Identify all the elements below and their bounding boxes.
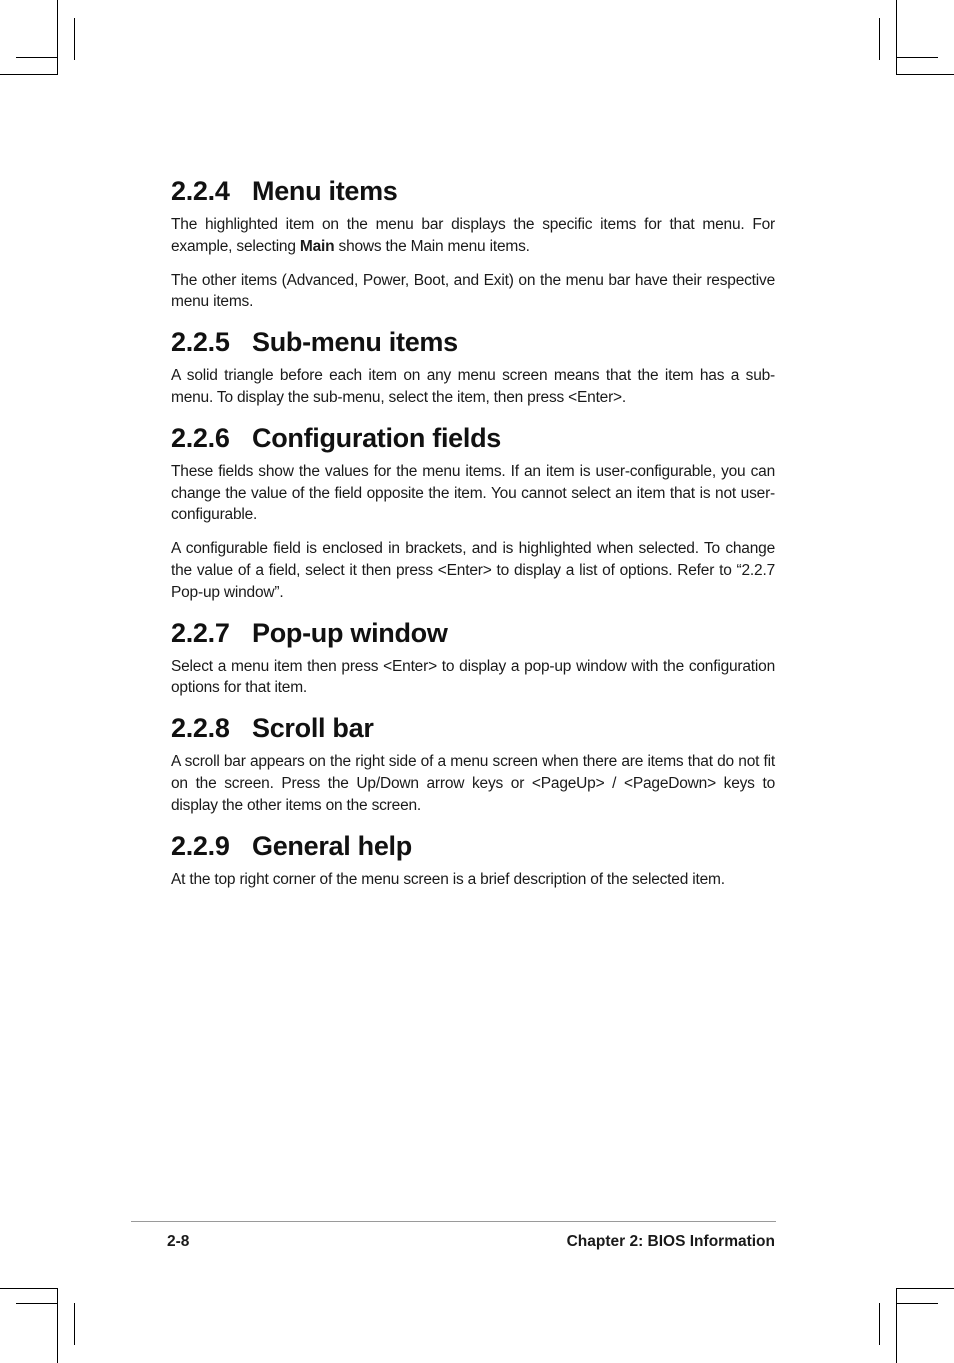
paragraph-text: The highlighted item on the menu bar displays the specific items for that menu. For example, selecting — [171, 216, 775, 255]
section-general-help — [171, 827, 775, 891]
crop-mark — [879, 18, 880, 60]
bold-term: Main — [299, 237, 335, 255]
crop-mark — [57, 1288, 58, 1363]
crop-mark — [896, 0, 897, 74]
paragraph: At the top right corner of the menu screen is a brief description of the selected item. — [171, 870, 725, 888]
section-title: Menu items — [252, 176, 398, 206]
section-heading — [171, 614, 775, 652]
paragraph: A configurable field is enclosed in brackets, and is highlighted when selected. To change the value of a field, select it then press <Enter> to display a list of options. Refer to “2.2.7 Pop-up window”. — [171, 540, 775, 601]
section-heading — [171, 419, 775, 457]
crop-mark — [896, 1303, 938, 1304]
footer-divider — [131, 1221, 776, 1222]
section-title: Pop-up window — [252, 617, 448, 648]
paragraph-text: shows the Main menu items. — [334, 237, 530, 255]
section-heading — [171, 323, 775, 361]
crop-mark — [57, 0, 58, 74]
section-scroll-bar — [171, 709, 775, 816]
section-title: Configuration fields — [252, 422, 501, 453]
section-number: 2.2.9 — [171, 830, 230, 861]
page-content — [171, 172, 775, 900]
crop-mark — [16, 1303, 58, 1304]
section-title: General help — [252, 830, 412, 861]
section-number: 2.2.6 — [171, 422, 230, 453]
section-heading — [171, 827, 775, 865]
crop-mark — [896, 1288, 954, 1289]
paragraph — [171, 214, 775, 258]
crop-mark — [896, 57, 938, 58]
section-number: 2.2.5 — [171, 327, 230, 358]
section-number: 2.2.8 — [171, 713, 230, 744]
section-sub-menu-items — [171, 323, 775, 409]
crop-mark — [896, 74, 954, 75]
crop-mark — [0, 74, 58, 75]
section-configuration-fields — [171, 419, 775, 604]
paragraph: A solid triangle before each item on any menu screen means that the item has a sub-menu. To display the sub-menu, select the item, then press <Enter>. — [171, 367, 775, 406]
section-number: 2.2.4 — [171, 176, 230, 206]
page-number: 2-8 — [167, 1233, 190, 1250]
paragraph: Select a menu item then press <Enter> to display a pop-up window with the configuration options for that item. — [171, 657, 775, 697]
paragraph: The other items (Advanced, Power, Boot, and Exit) on the menu bar have their respective menu items. — [171, 271, 775, 311]
section-pop-up-window — [171, 614, 775, 700]
paragraph: A scroll bar appears on the right side of a menu screen when there are items that do not fit on the screen. Press the Up/Down arrow keys or <PageUp> / <PageDown> keys to display the other items on the screen. — [171, 753, 775, 814]
section-menu-items — [171, 172, 775, 313]
crop-mark — [16, 57, 58, 58]
crop-mark — [0, 1288, 58, 1289]
crop-mark — [879, 1303, 880, 1345]
crop-mark — [74, 1303, 75, 1345]
section-heading — [171, 172, 775, 210]
section-title: Sub-menu items — [252, 327, 458, 358]
chapter-title: Chapter 2: BIOS Information — [566, 1233, 775, 1250]
paragraph: These fields show the values for the menu items. If an item is user-configurable, you can change the value of the field opposite the item. You cannot select an item that is not user-configurable. — [171, 462, 775, 524]
crop-mark — [896, 1288, 897, 1363]
section-title: Scroll bar — [252, 713, 374, 744]
section-heading — [171, 709, 775, 747]
section-number: 2.2.7 — [171, 617, 230, 648]
crop-mark — [74, 18, 75, 60]
